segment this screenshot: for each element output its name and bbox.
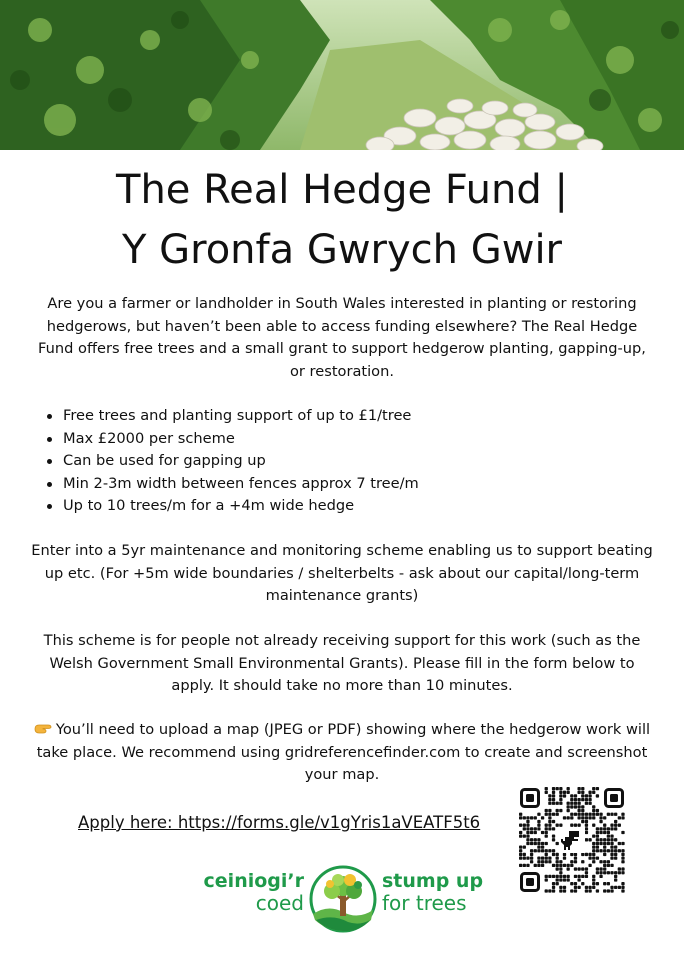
ceiniogi-coed-logo	[192, 860, 492, 940]
upload-text: You’ll need to upload a map (JPEG or PDF) showing where the hedgerow work will take place. We recommend using gridreferencefinder.com to create and screenshot your map.	[36, 721, 651, 783]
list-item: Up to 10 trees/m for a +4m wide hedge	[43, 495, 603, 518]
tree-emblem-icon	[308, 864, 378, 934]
pointing-hand-icon	[34, 719, 52, 742]
list-item: Max £2000 per scheme	[43, 428, 603, 451]
benefits-list	[43, 405, 603, 518]
logo-welsh-text: ceiniogi’r coed	[203, 870, 304, 915]
intro-paragraph: Are you a farmer or landholder in South Wales interested in planting or restoring hedgerows, but haven’t been able to access funding elsewhere? The Real Hedge Fund offers free trees and a small grant to support hedgerow planting, gapping-up, or restoration.	[38, 295, 646, 380]
maintenance-paragraph: Enter into a 5yr maintenance and monitoring scheme enabling us to support beating up etc. (For +5m wide boundaries / shelterbelts - ask about our capital/long-term maintenance grants)	[31, 542, 653, 604]
logo-english-text: stump up for trees	[382, 870, 484, 915]
qr-code[interactable]	[519, 787, 625, 893]
list-item: Min 2-3m width between fences approx 7 tree/m	[43, 473, 603, 496]
list-item: Free trees and planting support of up to £1/tree	[43, 405, 603, 428]
list-item: Can be used for gapping up	[43, 450, 603, 473]
eligibility-paragraph: This scheme is for people not already receiving support for this work (such as the Welsh Government Small Environmental Grants). Please fill in the form below to apply. It should take no more than 10 minutes.	[43, 632, 641, 694]
page-title	[0, 160, 684, 280]
apply-link[interactable]: Apply here: https://forms.gle/v1gYris1aVEATF5t6	[78, 813, 481, 832]
dinosaur-icon	[559, 827, 585, 853]
title-line-1: The Real Hedge Fund |	[116, 167, 568, 213]
hero-photo	[0, 0, 684, 150]
upload-paragraph	[30, 719, 654, 787]
title-line-2: Y Gronfa Gwrych Gwir	[122, 227, 562, 273]
